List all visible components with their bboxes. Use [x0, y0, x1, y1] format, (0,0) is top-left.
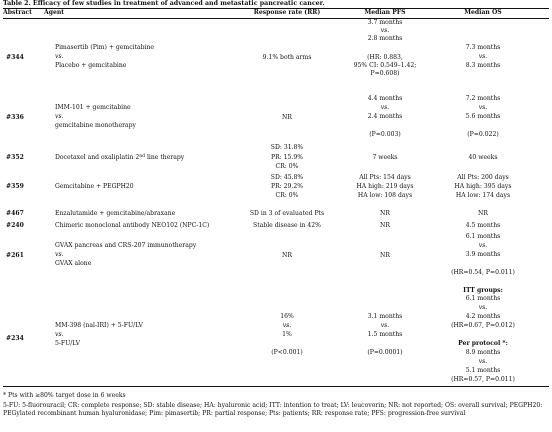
agent-line: Placebo + gemcitabine: [55, 62, 127, 69]
agent-line: GVAX alone: [55, 260, 92, 267]
agent-line: Enzalutamide + gemcitabine/abraxane: [55, 210, 176, 217]
abstract-id: #352: [6, 154, 24, 161]
abstract-id: #240: [6, 222, 24, 229]
agent-vs: vs.: [55, 113, 64, 120]
agent-line: MM-398 (nal-IRI) + 5-FU/LV: [55, 322, 143, 329]
agent-vs: vs.: [55, 331, 64, 338]
agent-line: GVAX pancreas and CRS-207 immunotherapy: [55, 242, 197, 249]
header-rule: [3, 18, 549, 19]
footnote-abbreviations: 5-FU: 5-fluorouracil; CR: complete response; SD: stable disease; HA: hyaluronic acid; ITT: intention to treat; LV: leucovorin; NR: not reported; OS: overall survival; PEGPH20: PEGylated recombinant human hyaluronidase; Pim: pimasertib; PR: partial response; Pts: patients; RR: response rate; PFS: progression-free survival: [3, 402, 543, 417]
abstract-id: #359: [6, 183, 24, 190]
agent-line: gemcitabine monotherapy: [55, 122, 136, 129]
abstract-id: #261: [6, 252, 24, 259]
table-caption: Table 2. Efficacy of few studies in treatment of advanced and metastatic pancreatic cancer.: [3, 0, 325, 7]
header-abstract: Abstract: [3, 9, 32, 16]
agent-line: Docetaxel and oxaliplatin 2nd line therapy: [55, 154, 185, 161]
agent-line: IMM-101 + gemcitabine: [55, 104, 131, 111]
abstract-id: #336: [6, 114, 24, 121]
agent-line: Pimasertib (Pim) + gemcitabine: [55, 44, 155, 51]
abstract-id: #467: [6, 210, 24, 217]
agent-line: Gemcitabine + PEGPH20: [55, 183, 134, 190]
header-agent: Agent: [44, 9, 65, 16]
agent-line: 5-FU/LV: [55, 340, 81, 347]
agent-vs: vs.: [55, 53, 64, 60]
bottom-rule: [3, 386, 549, 387]
abstract-id: #234: [6, 335, 24, 342]
abstract-id: #344: [6, 54, 24, 61]
agent-line: Chimeric monoclonal antibody NEO102 (NPC-1C): [55, 222, 210, 229]
footnote-star: * Pts with ≥80% target dose in 6 weeks: [3, 392, 126, 399]
agent-vs: vs.: [55, 251, 64, 258]
